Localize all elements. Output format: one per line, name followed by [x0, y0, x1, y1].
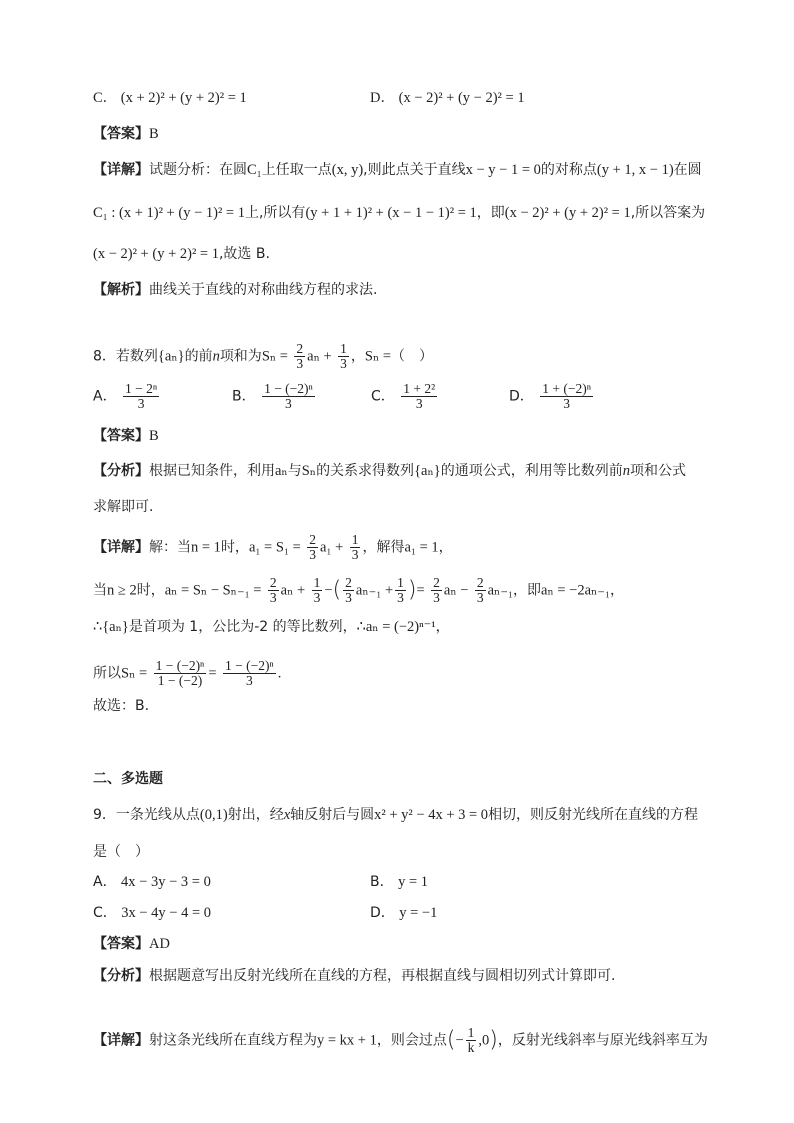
math: y = kx + 1: [317, 1032, 377, 1049]
math: n ≥ 2: [107, 582, 137, 599]
text: 射出，经: [227, 807, 284, 823]
math: {aₙ}: [414, 463, 441, 479]
fraction: [338, 342, 349, 371]
fraction: [431, 576, 442, 605]
denominator: 1 − (−2): [157, 673, 203, 688]
numerator: 2: [345, 575, 352, 590]
q8-option-d: [509, 382, 595, 411]
option-text: 3x − 4y − 4 = 0: [121, 905, 212, 921]
text: ,所以答案为: [630, 205, 706, 221]
math: x: [283, 807, 291, 823]
text: 9．一条光线从点: [93, 807, 200, 823]
numerator: 1: [467, 1025, 475, 1040]
q9-fenxi: [93, 966, 615, 986]
q9-option-a: [93, 872, 211, 892]
math: aₙ +: [280, 582, 306, 599]
fraction: [154, 659, 207, 688]
text: 所以: [93, 665, 121, 682]
math: =: [416, 582, 425, 599]
math: aₙ: [275, 463, 288, 479]
text: ，即: [476, 205, 505, 221]
text: 的通项公式，利用等比数列前: [440, 463, 623, 479]
math: (x − 2)² + (y + 2)² = 1: [93, 246, 219, 262]
math: C₁: [247, 162, 262, 178]
q9-stem-line2: [93, 842, 149, 862]
detail-tag: 【详解】: [93, 539, 149, 556]
numerator: 1 − 2ⁿ: [125, 381, 158, 396]
numerator: 2: [309, 532, 316, 547]
numerator: 1 + (−2)ⁿ: [542, 381, 591, 396]
text: 在圆: [673, 162, 702, 178]
analysis-tag: 【解析】: [93, 282, 149, 298]
left-paren-icon: (: [446, 1027, 456, 1053]
math: aₙ −: [443, 582, 469, 599]
math: n = 1: [191, 539, 221, 556]
math: aₙ +: [307, 348, 332, 365]
q9-answer: [93, 934, 170, 954]
math: .: [277, 665, 282, 682]
math: n: [622, 463, 630, 479]
fraction: [466, 1026, 477, 1055]
answer-text: B: [149, 126, 159, 142]
denominator: 3: [269, 590, 277, 605]
math: x − y − 1 = 0: [465, 162, 541, 178]
text: 根据已知条件，利用: [149, 463, 275, 479]
q8-option-a: [93, 382, 161, 411]
numerator: 1 − (−2)ⁿ: [155, 658, 205, 673]
text: ，: [350, 348, 365, 365]
option-label: C．: [371, 388, 395, 405]
fraction: [268, 576, 279, 605]
option-text: y = −1: [399, 905, 438, 921]
denominator: 3: [137, 396, 145, 411]
math: Sₙ =: [121, 665, 148, 682]
q9-detail: [93, 1026, 708, 1055]
text: 解：当: [149, 539, 191, 556]
math: (x, y): [331, 162, 364, 178]
fraction: [294, 342, 305, 371]
option-label: A．: [93, 388, 117, 405]
option-label: D．: [370, 90, 395, 106]
text: 当: [93, 582, 107, 599]
text: ,则此点关于直线: [363, 162, 466, 178]
numerator: 2: [476, 575, 484, 590]
denominator: 3: [309, 547, 316, 562]
denominator: 3: [245, 673, 253, 688]
denominator: 3: [476, 590, 484, 605]
text: ，: [438, 539, 453, 556]
text: ，解得: [362, 539, 405, 556]
q8-detail-line3: [93, 617, 450, 637]
numerator: 2: [433, 575, 440, 590]
numerator: 1 − (−2)ⁿ: [224, 658, 274, 673]
text: 根据题意写出反射光线所在直线的方程，再根据直线与圆相切列式计算即可.: [149, 968, 616, 984]
math: Sₙ =: [364, 348, 392, 365]
q9-option-d: [370, 903, 437, 923]
numerator: 1 − (−2)ⁿ: [264, 381, 313, 396]
answer-tag: 【答案】: [93, 936, 149, 952]
fraction: [123, 382, 159, 411]
text: 射这条光线所在直线方程为: [149, 1032, 317, 1049]
text: 时，: [136, 582, 165, 599]
fraction: [401, 382, 437, 411]
numerator: 1: [351, 532, 359, 547]
text: （ ）: [391, 348, 434, 365]
text: 8．若数列: [93, 348, 158, 365]
math: (0,1): [199, 807, 228, 823]
math: ∴{aₙ}: [93, 619, 129, 635]
math: x² + y² − 4x + 3 = 0: [374, 807, 489, 823]
q7-option-c: [93, 88, 247, 108]
denominator: 3: [296, 356, 304, 371]
math: ∴aₙ = (−2)ⁿ⁻¹: [356, 619, 436, 635]
answer-text: AD: [149, 936, 170, 952]
math: C₁ : (x + 1)² + (y − 1)² = 1: [93, 205, 245, 221]
answer-text: B: [149, 428, 159, 444]
q7-detail-line3: [93, 244, 270, 264]
text: ，反射光线斜率与原光线斜率互为: [497, 1032, 708, 1049]
q8-detail-line1: [93, 533, 453, 562]
text: 上,所以有: [244, 205, 306, 221]
math: =: [208, 665, 217, 682]
math: (y + 1 + 1)² + (x − 1 − 1)² = 1: [305, 205, 477, 221]
section-title-text: 二、多选题: [93, 771, 163, 787]
fraction: [343, 576, 354, 605]
q7-analysis: [93, 280, 377, 300]
denominator: k: [467, 1040, 475, 1055]
text: 故选：B.: [93, 698, 150, 714]
math: (x − 2)² + (y + 2)² = 1: [504, 205, 631, 221]
q9-stem-line1: [93, 805, 698, 825]
option-label: C．: [93, 905, 117, 921]
text: ，即: [513, 582, 542, 599]
math: aₙ₋₁ +: [355, 582, 394, 599]
q8-detail-line2: [93, 576, 624, 605]
option-text: (x + 2)² + (y + 2)² = 1: [120, 90, 247, 106]
fraction: [350, 533, 361, 562]
left-paren-icon: (: [332, 577, 342, 603]
fraction: [475, 576, 486, 605]
math: n: [212, 348, 220, 365]
fenxi-tag: 【分析】: [93, 463, 149, 479]
answer-tag: 【答案】: [93, 428, 149, 444]
q8-answer: [93, 426, 159, 446]
fenxi-tag: 【分析】: [93, 968, 149, 984]
analysis-text: 曲线关于直线的对称曲线方程的求法.: [149, 282, 378, 298]
q9-option-c: [93, 903, 211, 923]
text: 是（ ）: [93, 844, 149, 860]
text: 项和为: [219, 348, 262, 365]
math: aₙ₋₁: [487, 582, 514, 599]
fraction: [540, 382, 593, 411]
text: ，则会过点: [376, 1032, 447, 1049]
denominator: 3: [340, 356, 347, 371]
fraction: [223, 659, 276, 688]
math: a₁ = S₁ =: [248, 539, 301, 556]
q7-detail-line1: [93, 160, 702, 180]
text: 项和公式: [629, 463, 686, 479]
math: a₁ +: [319, 539, 344, 556]
text: 相切，则反射光线所在直线的方程: [488, 807, 699, 823]
denominator: 3: [415, 396, 423, 411]
text: 的前: [184, 348, 213, 365]
q8-fenxi-line2: [93, 497, 153, 517]
math: {aₙ}: [157, 348, 185, 365]
q8-option-b: [232, 382, 317, 411]
q9-option-b: [370, 872, 428, 892]
q8-detail-line4: [93, 659, 281, 688]
option-label: B．: [370, 874, 394, 890]
option-text: 4x − 3y − 3 = 0: [121, 874, 211, 890]
q8-fenxi-line1: [93, 461, 686, 481]
minus-sign: −: [455, 1032, 464, 1049]
numerator: 2: [269, 575, 277, 590]
option-text: y = 1: [398, 874, 428, 890]
text: 的对称点: [540, 162, 597, 178]
denominator: 3: [433, 590, 440, 605]
math: aₙ = Sₙ − Sₙ₋₁ =: [164, 582, 262, 599]
math: a₁ = 1: [404, 539, 439, 556]
denominator: 3: [345, 590, 352, 605]
denominator: 3: [285, 396, 292, 411]
q8-stem: [93, 342, 433, 371]
fraction: [262, 382, 315, 411]
text: 上任取一点: [261, 162, 332, 178]
text: ，: [435, 619, 450, 635]
numerator: 1: [397, 575, 404, 590]
fraction: [312, 576, 323, 605]
text: 试题分析：在圆: [149, 162, 247, 178]
denominator: 3: [313, 590, 321, 605]
q8-final: [93, 696, 149, 716]
answer-tag: 【答案】: [93, 126, 149, 142]
q8-option-c: [371, 382, 439, 411]
text: 是首项为 1，公比为-2 的等比数列，: [128, 619, 357, 635]
q7-answer: [93, 124, 159, 144]
text: ,故选 B.: [218, 246, 270, 262]
text: 轴反射后与圆: [290, 807, 375, 823]
text: ，: [610, 582, 625, 599]
text: 的关系求得数列: [316, 463, 415, 479]
numerator: 1 + 2²: [403, 381, 436, 396]
denominator: 3: [563, 396, 570, 411]
fraction: [395, 576, 406, 605]
text: 求解即可.: [93, 499, 154, 515]
numerator: 1: [340, 341, 347, 356]
denominator: 3: [351, 547, 359, 562]
detail-tag: 【详解】: [93, 1032, 149, 1049]
option-label: C．: [93, 90, 118, 106]
option-label: D．: [509, 388, 534, 405]
detail-tag: 【详解】: [93, 162, 149, 178]
math: Sₙ: [301, 463, 317, 479]
denominator: 3: [397, 590, 404, 605]
numerator: 2: [296, 341, 304, 356]
section-title: [93, 769, 163, 789]
option-text: (x − 2)² + (y − 2)² = 1: [398, 90, 525, 106]
fraction: [307, 533, 318, 562]
option-label: D．: [370, 905, 395, 921]
q7-option-d: [370, 88, 525, 108]
math: ,0: [478, 1032, 490, 1049]
option-label: A．: [93, 874, 117, 890]
text: 与: [287, 463, 302, 479]
option-label: B．: [232, 388, 256, 405]
numerator: 1: [313, 575, 321, 590]
math: aₙ = −2aₙ₋₁: [541, 582, 611, 599]
math: Sₙ =: [261, 348, 288, 365]
math: −: [324, 582, 333, 599]
right-paren-icon: ): [489, 1027, 498, 1053]
right-paren-icon: ): [407, 577, 417, 603]
text: 时，: [220, 539, 249, 556]
math: (y + 1, x − 1): [596, 162, 674, 178]
q7-detail-line2: [93, 203, 705, 223]
